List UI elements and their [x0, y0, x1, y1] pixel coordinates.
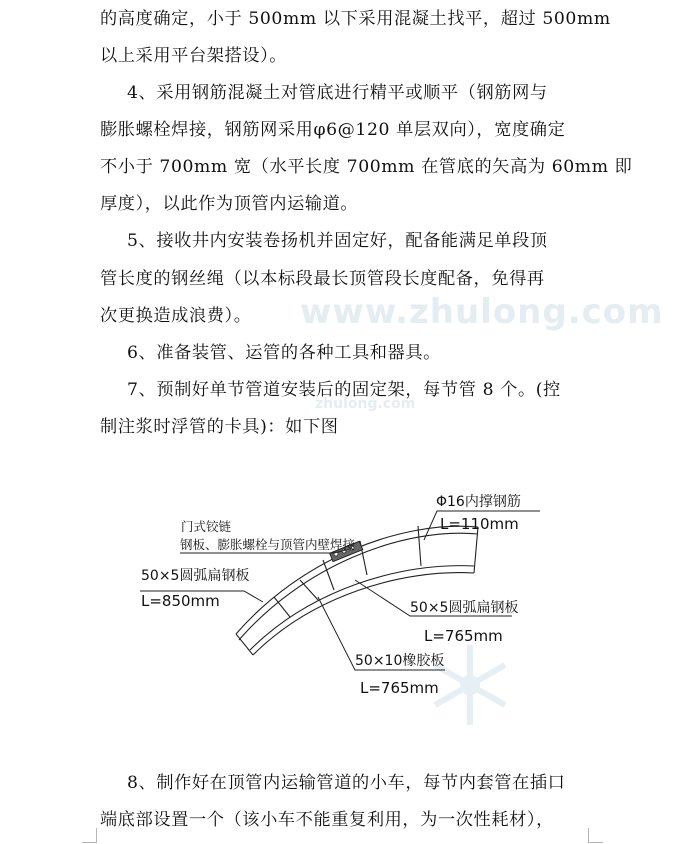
clamp-diagram — [0, 470, 679, 710]
label-hinge: 门式铰链 — [181, 519, 232, 534]
label-rebar: Φ16内撑钢筋 — [436, 494, 521, 510]
text-line: 不小于 700mm 宽（水平长度 700mm 在管底的矢高为 60mm 即 — [100, 157, 633, 177]
margin-mark-bottom-right — [588, 828, 603, 843]
strut — [274, 597, 290, 617]
text-line: 管长度的钢丝绳（以本标段最长顶管段长度配备，免得再 — [100, 269, 545, 289]
text-line: 8、制作好在顶管内运输管道的小车，每节内套管在插口 — [127, 773, 566, 793]
label-plate-right-length: L=765mm — [424, 627, 503, 645]
label-rebar-length: L=110mm — [440, 515, 519, 533]
text-line: 6、准备装管、运管的各种工具和器具。 — [127, 343, 441, 363]
text-line: 膨胀螺栓焊接，钢筋网采用φ6@120 单层双向），宽度确定 — [100, 120, 566, 140]
label-plate-right: 50×5圆弧扁钢板 — [410, 600, 519, 616]
text-line: 7、预制好单节管道安装后的固定架，每节管 8 个。(控 — [127, 380, 561, 400]
strut — [418, 526, 421, 566]
text-line: 次更换造成浪费）。 — [100, 306, 252, 326]
text-line: 5、接收井内安装卷扬机并固定好，配备能满足单段顶 — [127, 231, 548, 251]
watermark-text: www.zhulong.com — [300, 292, 664, 332]
label-weld: 钢板、膨胀螺栓与顶管内壁焊接 — [180, 537, 356, 552]
label-plate-left: 50×5圆弧扁钢板 — [141, 568, 250, 584]
text-line: 端底部设置一个（该小车不能重复利用，为一次性耗材）， — [100, 810, 554, 830]
text-line: 制注浆时浮管的卡具)：如下图 — [100, 417, 339, 437]
label-plate-left-length: L=850mm — [141, 592, 220, 610]
text-line: 厚度），以此作为顶管内运输道。 — [100, 194, 359, 214]
label-rubber-length: L=765mm — [360, 679, 439, 697]
text-line: 4、采用钢筋混凝土对管底进行精平或顺平（钢筋网与 — [127, 83, 548, 103]
text-line: 的高度确定，小于 500mm 以下采用混凝土找平，超过 500mm — [100, 9, 611, 29]
label-rubber: 50×10橡胶板 — [355, 653, 445, 669]
watermark-small: zhulong.com — [315, 396, 416, 412]
text-line: 以上采用平台架搭设）。 — [100, 46, 288, 66]
strut — [323, 560, 334, 590]
margin-mark-bottom-left — [82, 828, 97, 843]
